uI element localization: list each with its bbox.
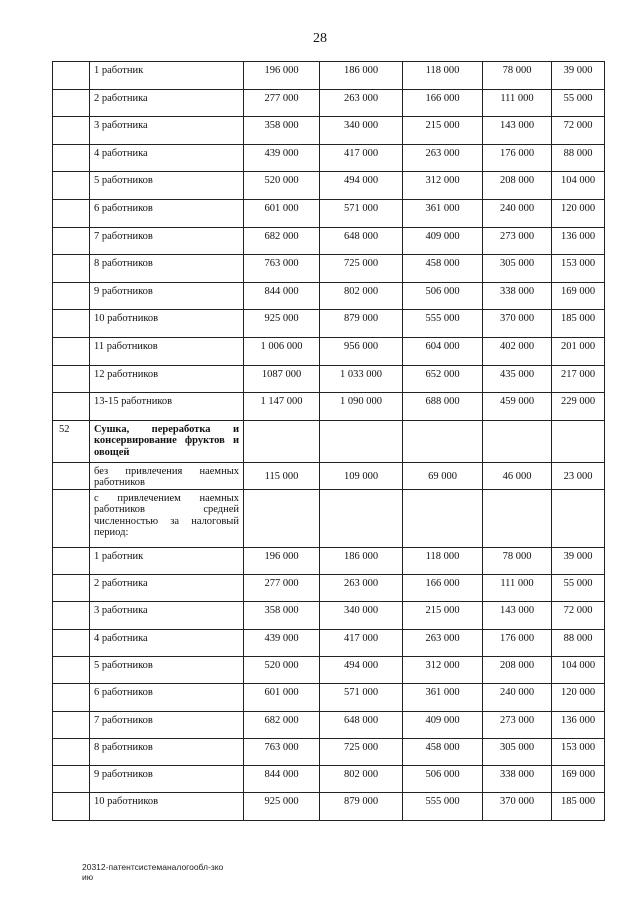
footer-filename — [82, 862, 223, 882]
value-cell: 506 000 — [403, 282, 483, 310]
row-number-cell — [53, 199, 90, 227]
value-cell: 120 000 — [552, 684, 605, 711]
value-cell: 120 000 — [552, 199, 605, 227]
value-cell: 601 000 — [244, 684, 320, 711]
value-cell: 153 000 — [552, 738, 605, 765]
value-cell: 879 000 — [320, 793, 403, 820]
value-cell — [483, 489, 552, 547]
value-cell: 104 000 — [552, 172, 605, 200]
value-cell: 185 000 — [552, 793, 605, 820]
value-cell: 402 000 — [483, 337, 552, 365]
row-number-cell — [53, 684, 90, 711]
row-number-cell — [53, 337, 90, 365]
value-cell: 240 000 — [483, 199, 552, 227]
table-row — [53, 282, 605, 310]
row-number-cell — [53, 89, 90, 117]
value-cell: 682 000 — [244, 227, 320, 255]
value-cell — [552, 489, 605, 547]
row-number-cell — [53, 282, 90, 310]
value-cell: 494 000 — [320, 656, 403, 683]
value-cell — [552, 420, 605, 462]
value-cell: 109 000 — [320, 462, 403, 489]
row-number-cell — [53, 144, 90, 172]
table-row — [53, 255, 605, 283]
value-cell: 555 000 — [403, 793, 483, 820]
row-number-cell — [53, 255, 90, 283]
row-number-cell — [53, 711, 90, 738]
value-cell: 601 000 — [244, 199, 320, 227]
employee-count-cell: 5 работников — [90, 656, 244, 683]
value-cell: 104 000 — [552, 656, 605, 683]
value-cell: 506 000 — [403, 766, 483, 793]
value-cell: 39 000 — [552, 547, 605, 574]
value-cell: 176 000 — [483, 144, 552, 172]
no-hired-label: без привлечения наемных работников — [90, 462, 244, 489]
value-cell: 88 000 — [552, 629, 605, 656]
table-row — [53, 793, 605, 820]
value-cell: 458 000 — [403, 738, 483, 765]
table-row — [53, 393, 605, 421]
value-cell: 273 000 — [483, 227, 552, 255]
value-cell: 520 000 — [244, 172, 320, 200]
table-row — [53, 547, 605, 574]
with-hired-label: с привлечением наемных работников средней численностью за налоговый период: — [90, 489, 244, 547]
value-cell: 312 000 — [403, 656, 483, 683]
value-cell: 648 000 — [320, 711, 403, 738]
value-cell: 55 000 — [552, 89, 605, 117]
value-cell: 229 000 — [552, 393, 605, 421]
employee-count-cell: 1 работник — [90, 62, 244, 90]
row-number-cell — [53, 602, 90, 629]
section-number: 52 — [53, 420, 90, 462]
page-number: 28 — [313, 31, 327, 46]
value-cell: 166 000 — [403, 89, 483, 117]
row-number-cell — [53, 656, 90, 683]
value-cell — [320, 489, 403, 547]
value-cell — [483, 420, 552, 462]
value-cell: 88 000 — [552, 144, 605, 172]
table-row — [53, 738, 605, 765]
value-cell: 118 000 — [403, 62, 483, 90]
employee-count-cell: 4 работника — [90, 144, 244, 172]
value-cell: 338 000 — [483, 766, 552, 793]
value-cell — [244, 420, 320, 462]
value-cell: 118 000 — [403, 547, 483, 574]
value-cell — [403, 420, 483, 462]
value-cell: 305 000 — [483, 738, 552, 765]
value-cell: 166 000 — [403, 575, 483, 602]
footer-line-2: ию — [82, 872, 94, 882]
employee-count-cell: 3 работника — [90, 602, 244, 629]
value-cell: 844 000 — [244, 766, 320, 793]
value-cell: 143 000 — [483, 117, 552, 145]
value-cell: 1 090 000 — [320, 393, 403, 421]
value-cell: 176 000 — [483, 629, 552, 656]
value-cell: 23 000 — [552, 462, 605, 489]
value-cell: 273 000 — [483, 711, 552, 738]
table-row — [53, 172, 605, 200]
row-number-cell — [53, 738, 90, 765]
row-number-cell — [53, 310, 90, 338]
row-number-cell — [53, 462, 90, 489]
value-cell: 201 000 — [552, 337, 605, 365]
value-cell: 277 000 — [244, 89, 320, 117]
value-cell: 263 000 — [320, 89, 403, 117]
value-cell: 186 000 — [320, 547, 403, 574]
value-cell: 1 147 000 — [244, 393, 320, 421]
employee-count-cell: 8 работников — [90, 738, 244, 765]
employee-count-cell: 2 работника — [90, 89, 244, 117]
row-number-cell — [53, 365, 90, 393]
value-cell: 215 000 — [403, 602, 483, 629]
value-cell: 1 033 000 — [320, 365, 403, 393]
employee-count-cell: 6 работников — [90, 684, 244, 711]
value-cell: 153 000 — [552, 255, 605, 283]
value-cell: 72 000 — [552, 117, 605, 145]
tax-table — [52, 61, 605, 821]
value-cell: 215 000 — [403, 117, 483, 145]
value-cell: 263 000 — [403, 629, 483, 656]
value-cell: 417 000 — [320, 144, 403, 172]
row-number-cell — [53, 62, 90, 90]
employee-count-cell: 7 работников — [90, 227, 244, 255]
table-row — [53, 199, 605, 227]
value-cell: 208 000 — [483, 172, 552, 200]
value-cell: 1087 000 — [244, 365, 320, 393]
value-cell: 604 000 — [403, 337, 483, 365]
value-cell: 494 000 — [320, 172, 403, 200]
value-cell: 136 000 — [552, 711, 605, 738]
value-cell: 652 000 — [403, 365, 483, 393]
value-cell: 361 000 — [403, 684, 483, 711]
employee-count-cell: 6 работников — [90, 199, 244, 227]
value-cell: 217 000 — [552, 365, 605, 393]
value-cell: 305 000 — [483, 255, 552, 283]
section-title: Сушка, переработка и консервирование фруктов и овощей — [90, 420, 244, 462]
value-cell: 39 000 — [552, 62, 605, 90]
table-row — [53, 766, 605, 793]
row-number-cell — [53, 575, 90, 602]
table-row — [53, 684, 605, 711]
row-number-cell — [53, 766, 90, 793]
row-number-cell — [53, 117, 90, 145]
value-cell: 263 000 — [320, 575, 403, 602]
value-cell: 648 000 — [320, 227, 403, 255]
value-cell: 143 000 — [483, 602, 552, 629]
value-cell: 409 000 — [403, 711, 483, 738]
row-number-cell — [53, 227, 90, 255]
value-cell — [320, 420, 403, 462]
value-cell — [244, 489, 320, 547]
table-row — [53, 144, 605, 172]
table-row — [53, 337, 605, 365]
value-cell: 435 000 — [483, 365, 552, 393]
employee-count-cell: 10 работников — [90, 793, 244, 820]
employee-count-cell: 3 работника — [90, 117, 244, 145]
value-cell: 340 000 — [320, 602, 403, 629]
employee-count-cell: 2 работника — [90, 575, 244, 602]
employee-count-cell: 8 работников — [90, 255, 244, 283]
value-cell: 763 000 — [244, 738, 320, 765]
employee-count-cell: 4 работника — [90, 629, 244, 656]
row-number-cell — [53, 629, 90, 656]
value-cell: 879 000 — [320, 310, 403, 338]
value-cell: 196 000 — [244, 547, 320, 574]
value-cell — [403, 489, 483, 547]
employee-count-cell: 12 работников — [90, 365, 244, 393]
footer-line-1: 20312-патентсистеманалогообл-зко — [82, 862, 224, 872]
employee-count-cell: 13-15 работников — [90, 393, 244, 421]
value-cell: 169 000 — [552, 282, 605, 310]
value-cell: 277 000 — [244, 575, 320, 602]
table-row — [53, 62, 605, 90]
value-cell: 458 000 — [403, 255, 483, 283]
value-cell: 555 000 — [403, 310, 483, 338]
value-cell: 340 000 — [320, 117, 403, 145]
value-cell: 338 000 — [483, 282, 552, 310]
row-number-cell — [53, 489, 90, 547]
row-number-cell — [53, 547, 90, 574]
employee-count-cell: 5 работников — [90, 172, 244, 200]
value-cell: 358 000 — [244, 602, 320, 629]
value-cell: 439 000 — [244, 629, 320, 656]
value-cell: 725 000 — [320, 738, 403, 765]
value-cell: 169 000 — [552, 766, 605, 793]
value-cell: 682 000 — [244, 711, 320, 738]
value-cell: 409 000 — [403, 227, 483, 255]
value-cell: 925 000 — [244, 310, 320, 338]
value-cell: 417 000 — [320, 629, 403, 656]
value-cell: 72 000 — [552, 602, 605, 629]
value-cell: 520 000 — [244, 656, 320, 683]
value-cell: 956 000 — [320, 337, 403, 365]
row-number-cell — [53, 172, 90, 200]
value-cell: 361 000 — [403, 199, 483, 227]
value-cell: 111 000 — [483, 89, 552, 117]
table-row — [53, 365, 605, 393]
value-cell: 78 000 — [483, 62, 552, 90]
value-cell: 725 000 — [320, 255, 403, 283]
employee-count-cell: 9 работников — [90, 282, 244, 310]
value-cell: 763 000 — [244, 255, 320, 283]
value-cell: 55 000 — [552, 575, 605, 602]
value-cell: 69 000 — [403, 462, 483, 489]
employee-count-cell: 1 работник — [90, 547, 244, 574]
table-row — [53, 602, 605, 629]
employee-count-cell: 9 работников — [90, 766, 244, 793]
with-hired-row — [53, 489, 605, 547]
value-cell: 185 000 — [552, 310, 605, 338]
row-number-cell — [53, 793, 90, 820]
value-cell: 802 000 — [320, 282, 403, 310]
value-cell: 312 000 — [403, 172, 483, 200]
section-header-row — [53, 420, 605, 462]
value-cell: 370 000 — [483, 793, 552, 820]
value-cell: 196 000 — [244, 62, 320, 90]
value-cell: 208 000 — [483, 656, 552, 683]
table-row — [53, 89, 605, 117]
value-cell: 571 000 — [320, 684, 403, 711]
value-cell: 688 000 — [403, 393, 483, 421]
row-number-cell — [53, 393, 90, 421]
value-cell: 111 000 — [483, 575, 552, 602]
value-cell: 78 000 — [483, 547, 552, 574]
value-cell: 571 000 — [320, 199, 403, 227]
value-cell: 46 000 — [483, 462, 552, 489]
value-cell: 186 000 — [320, 62, 403, 90]
value-cell: 459 000 — [483, 393, 552, 421]
employee-count-cell: 7 работников — [90, 711, 244, 738]
table-row — [53, 575, 605, 602]
employee-count-cell: 10 работников — [90, 310, 244, 338]
table-row — [53, 117, 605, 145]
value-cell: 1 006 000 — [244, 337, 320, 365]
table-row — [53, 711, 605, 738]
value-cell: 925 000 — [244, 793, 320, 820]
value-cell: 263 000 — [403, 144, 483, 172]
table-row — [53, 629, 605, 656]
table-row — [53, 310, 605, 338]
value-cell: 115 000 — [244, 462, 320, 489]
value-cell: 358 000 — [244, 117, 320, 145]
value-cell: 240 000 — [483, 684, 552, 711]
table-row — [53, 227, 605, 255]
value-cell: 370 000 — [483, 310, 552, 338]
table-row — [53, 656, 605, 683]
employee-count-cell: 11 работников — [90, 337, 244, 365]
value-cell: 844 000 — [244, 282, 320, 310]
value-cell: 802 000 — [320, 766, 403, 793]
no-hired-row — [53, 462, 605, 489]
value-cell: 136 000 — [552, 227, 605, 255]
value-cell: 439 000 — [244, 144, 320, 172]
